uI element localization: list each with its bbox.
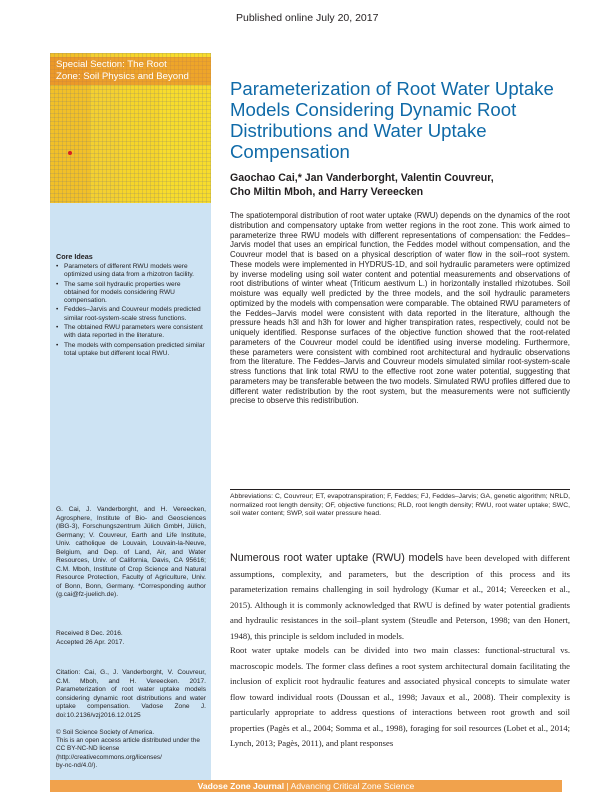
- paragraph-text: have been developed with different assumptions, complexity, and parameters, but the description of this process and its parameterization remains challenging in soil hydrology (Kumar et al., 2014; Vereecken et al., 2015). Although it is commonly acknowledged that RWU is defined by water potential gradients and hydraulic resistances in the soil–plant system (Steudle and Peterson, 1998; van den Honert, 1948), this principle is seldom included in models.: [230, 553, 570, 641]
- core-ideas-list: [56, 263, 206, 359]
- abstract: The spatiotemporal distribution of root water uptake (RWU) depends on the dynamics of the root distribution and compensatory uptake from wetter regions in the root zone. This work aimed to parameterize three RWU models with different representations of compensation: the Feddes–Jarvis model that uses an empirical function, the Feddes model without compensation, and the Couvreur model that is based on a physical description of water flow in the soil–root system. These models were implemented in HYDRUS-1D, and soil hydraulic parameters were optimized by inverse modeling using soil water content and potential measurements and observations of root distributions of winter wheat (Triticum aestivum L.) in horizontally installed rhizotubes. Soil moisture was equally well predicted by the three models, and the soil hydraulic parameters optimized by the models with compensation were comparable. The obtained RWU parameters of the Feddes–Jarvis model were consistent with data reported in the literature, although the pressure heads h3l and h3h for lower and higher transpiration rates, respectively, could not be uniquely identified. Response surfaces of the objective function showed that the root-related parameters of the Couvreur model could be identified using inverse modeling. Furthermore, these parameters were consistent with combined root architectural and hydraulic observations from the literature. The Feddes–Jarvis and Couvreur models simulated similar root-system-scale stress functions that link total RWU to the effective root zone water potential, suggesting that parameters may be transferable between the two models. Simulated RWU profiles differed due to different water redistribution by the root system, but the measurements were not sufficiently precise to observe this redistribution.: [230, 211, 570, 406]
- copyright-notice: [56, 729, 206, 770]
- abbreviations: Abbreviations: C, Couvreur; ET, evapotranspiration; F, Feddes; FJ, Feddes–Jarvis; GA, genetic algorithm; NRLD, normalized root length density; OF, objective functions; RLD, root length density; RWU, root water uptake; SWC, soil water content; SWP, soil water pressure head.: [230, 489, 570, 519]
- core-idea-item: • The same soil hydraulic properties were obtained for models considering RWU compensation.: [56, 281, 206, 306]
- core-idea-item: • Parameters of different RWU models were optimized using data from a rhizotron facility.: [56, 263, 206, 280]
- body-paragraph: [230, 551, 570, 644]
- core-idea-item: • Feddes–Jarvis and Couvreur models predicted similar root-system-scale stress functions.: [56, 306, 206, 323]
- special-section-line-1: Special Section: The Root: [56, 59, 167, 70]
- journal-footer: [50, 780, 562, 792]
- citation: Citation: Cai, G., J. Vanderborght, V. Couvreur, C.M. Mboh, and H. Vereecken. 2017. Parameterization of root water uptake models considering dynamic root distributions and water uptake compensation. Vadose Zone J. doi:10.2136/vzj2016.12.0125: [56, 669, 206, 719]
- license-url-line[interactable]: by-nc-nd/4.0/).: [56, 761, 98, 769]
- journal-name: Vadose Zone Journal: [197, 781, 285, 791]
- footer-separator: |: [286, 781, 289, 791]
- journal-tagline: Advancing Critical Zone Science: [290, 781, 415, 791]
- author-line: Cho Miltin Mboh, and Harry Vereecken: [230, 186, 424, 198]
- article-title: Parameterization of Root Water Uptake Models Considering Dynamic Root Distributions and Water Uptake Compensation: [230, 78, 554, 162]
- license-url-line[interactable]: (http://creativecommons.org/licenses/: [56, 753, 162, 761]
- core-idea-item: • The obtained RWU parameters were consistent with data reported in the literature.: [56, 324, 206, 341]
- accepted-date: Accepted 26 Apr. 2017.: [56, 638, 125, 646]
- special-section-line-2: Zone: Soil Physics and Beyond: [56, 71, 189, 82]
- received-date: Received 8 Dec. 2016.: [56, 630, 123, 637]
- copyright-line: © Soil Science Society of America.: [56, 729, 155, 736]
- special-section-label: [50, 57, 211, 85]
- core-idea-item: • The models with compensation predicted similar total uptake but different local RWU.: [56, 342, 206, 359]
- paragraph-lead: Numerous root water uptake (RWU) models: [230, 552, 444, 564]
- author-line: Gaochao Cai,* Jan Vanderborght, Valentin Couvreur,: [230, 172, 494, 184]
- author-list: [230, 171, 570, 199]
- body-paragraph: Root water uptake models can be divided into two main classes: functional-structural vs. macroscopic models. The former class defines a root system architectural domain facilitating the inclusion of explicit root hydraulic features and associated physical concepts to simulate water flow toward individual roots (Doussan et al., 1998; Javaux et al., 2008). Their complexity is particularly appropriate to address questions of interactions between root growth and soil properties (Pagès et al., 2004; Somma et al., 1998), foraging for soil resources (Lobet et al., 2014; Lynch, 2013; Pagès, 2011), and plant responses: [230, 645, 570, 748]
- author-affiliations: G. Cai, J. Vanderborght, and H. Vereecken, Agrosphere, Institute of Bio- and Geosciences (IBG-3), Forschungszentrum Jülich GmbH, Jülich, Germany; V. Couvreur, Earth and Life Institute, Univ. catholique de Louvain, Louvain-la-Neuve, Belgium, and Dep. of Land, Air, and Water Resources, Univ. of California, Davis, CA 95616; C.M. Mboh, Institute of Crop Science and Natural Resource Protection, Faculty of Agriculture, Univ. of Bonn, Bonn, Germany. *Corresponding author (g.cai@fz-juelich.de).: [56, 506, 206, 598]
- published-date: Published online July 20, 2017: [236, 12, 379, 24]
- core-ideas-heading: Core Ideas: [56, 252, 93, 261]
- sidebar: [50, 53, 211, 780]
- license-line: This is an open access article distributed under the CC BY-NC-ND license: [56, 737, 200, 753]
- received-dates: [56, 630, 206, 647]
